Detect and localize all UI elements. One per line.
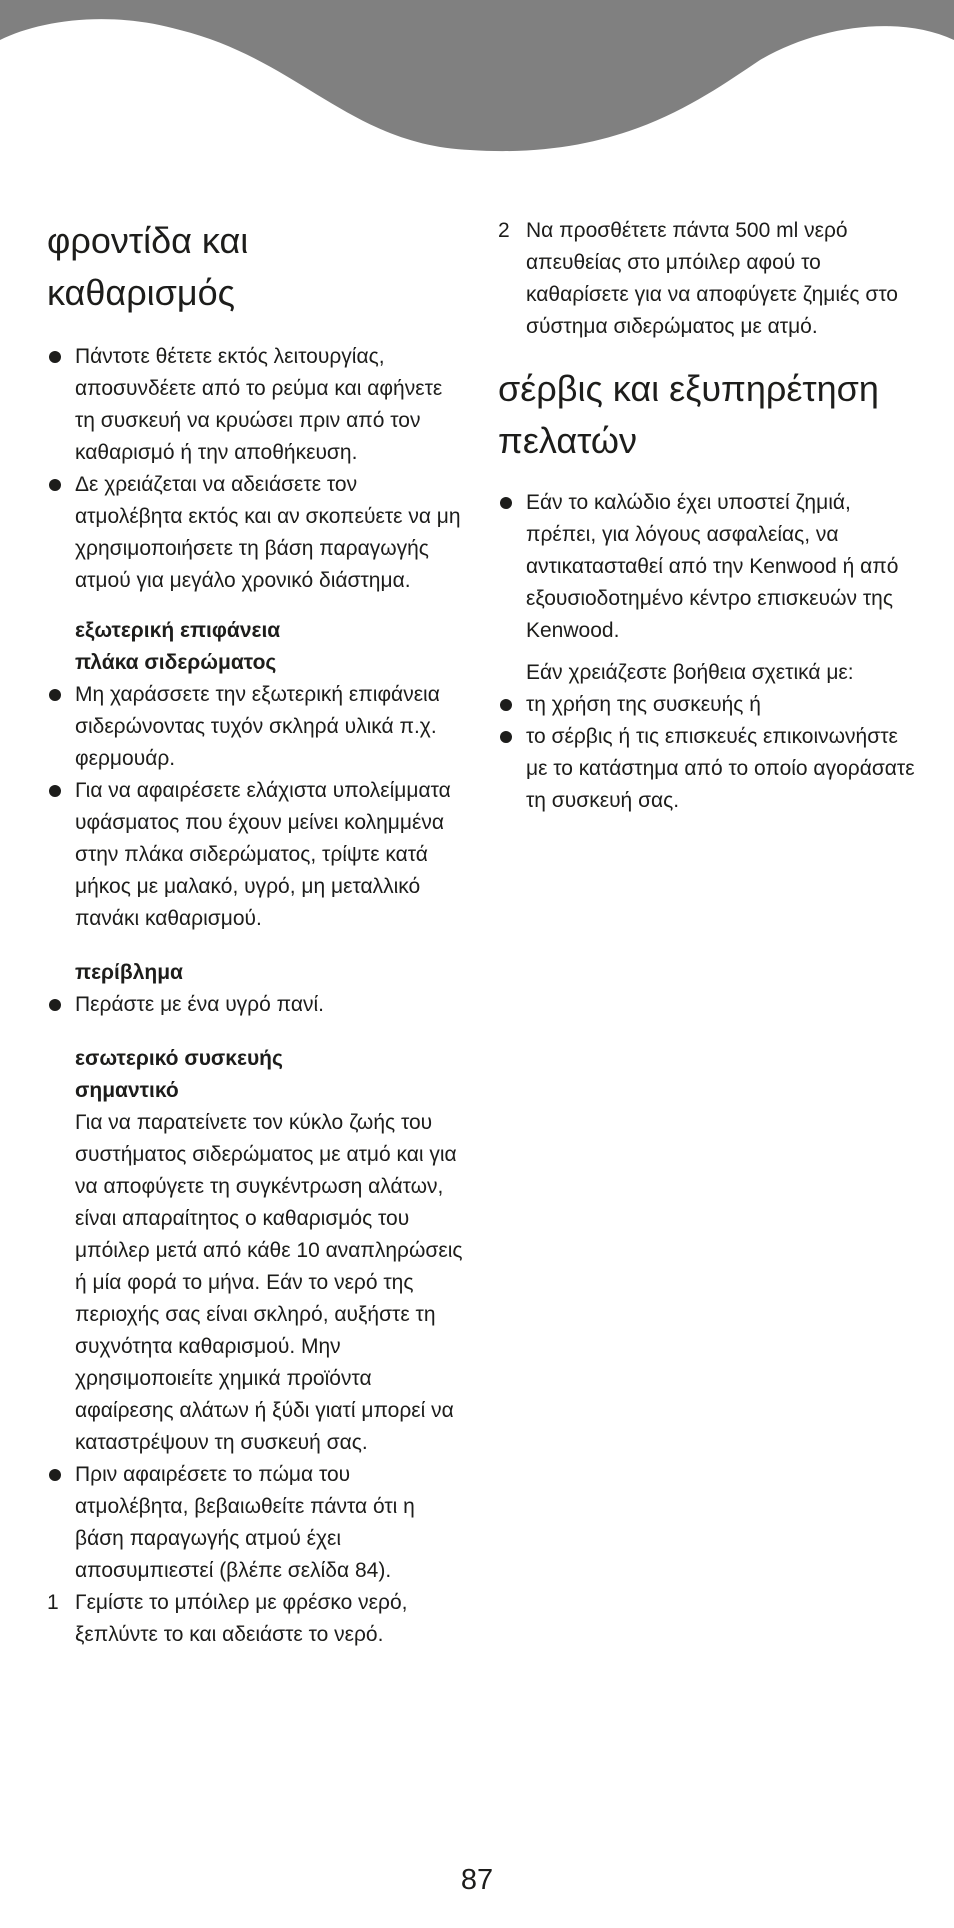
- important-paragraph: Για να παρατείνετε τον κύκλο ζωής του συστήματος σιδερώματος με ατμό και για να αποφύγετε τη συγκέντρωση αλάτων, είναι απαραίτητος ο καθαρισμός του μπόιλερ μετά από κάθε 10 αναπληρώσεις ή μία φορά το μήνα. Εάν το νερό της περιοχής σας είναι σκληρό, αυξήστε τη συχνότητα καθαρισμού. Μην χρησιμοποιείτε χημικά προϊόντα αφαίρεσης αλάτων ή ξύδι γιατί μπορεί να καταστρέψουν τη συσκευή σας.: [75, 1111, 463, 1454]
- bullet-list: [47, 989, 467, 1021]
- step-number: 2: [498, 219, 510, 242]
- left-column: [47, 215, 467, 1651]
- right-column: [498, 215, 918, 817]
- numbered-steps: [498, 215, 918, 343]
- subheading-exterior-surface: εξωτερική επιφάνεια: [75, 619, 281, 642]
- list-item: Μη χαράσσετε την εξωτερική επιφάνεια σιδερώνοντας τυχόν σκληρά υλικά π.χ. φερμουάρ.: [47, 679, 467, 775]
- list-item: το σέρβις ή τις επισκευές επικοινωνήστε με το κατάστημα από το οποίο αγοράσατε τη συσκευή σας.: [498, 721, 918, 817]
- bullet-icon: [500, 731, 512, 743]
- subheading-soleplate: πλάκα σιδερώματος: [75, 651, 277, 674]
- list-item: τη χρήση της συσκευής ή: [498, 689, 918, 721]
- list-item: Πριν αφαιρέσετε το πώμα του ατμολέβητα, βεβαιωθείτε πάντα ότι η βάση παραγωγής ατμού έχει αποσυμπιεστεί (βλέπε σελίδα 84).: [47, 1459, 467, 1587]
- bullet-list: [47, 341, 467, 597]
- numbered-steps: [47, 1587, 467, 1651]
- list-item: Πάντοτε θέτετε εκτός λειτουργίας, αποσυνδέετε από το ρεύμα και αφήνετε τη συσκευή να κρυώσει πριν από τον καθαρισμό ή την αποθήκευση.: [47, 341, 467, 469]
- bullet-list: [498, 689, 918, 817]
- bullet-icon: [49, 479, 61, 491]
- bullet-icon: [49, 351, 61, 363]
- list-item: Δε χρειάζεται να αδειάσετε τον ατμολέβητα εκτός και αν σκοπεύετε να μη χρησιμοποιήσετε τη βάση παραγωγής ατμού για μεγάλο χρονικό διάστημα.: [47, 469, 467, 597]
- bullet-list: [498, 487, 918, 647]
- list-item: Περάστε με ένα υγρό πανί.: [47, 989, 467, 1021]
- section-title-service: σέρβις και εξυπηρέτηση πελατών: [498, 368, 879, 461]
- step-item: 2 Να προσθέτετε πάντα 500 ml νερό απευθείας στο μπόιλερ αφού το καθαρίσετε για να αποφύγετε ζημιές στο σύστημα σιδερώματος με ατμό.: [498, 215, 918, 343]
- step-number: 1: [47, 1591, 59, 1614]
- bullet-icon: [500, 497, 512, 509]
- bullet-list: [47, 1459, 467, 1587]
- list-item: Εάν το καλώδιο έχει υποστεί ζημιά, πρέπει, για λόγους ασφαλείας, να αντικατασταθεί από την Kenwood ή από εξουσιοδοτημένο κέντρο επισκευών της Kenwood.: [498, 487, 918, 647]
- bullet-icon: [49, 785, 61, 797]
- bullet-icon: [49, 999, 61, 1011]
- bullet-icon: [49, 689, 61, 701]
- help-text: Εάν χρειάζεστε βοήθεια σχετικά με:: [526, 661, 854, 684]
- bullet-icon: [49, 1469, 61, 1481]
- page-number: 87: [460, 1864, 494, 1896]
- bullet-icon: [500, 699, 512, 711]
- step-item: 1 Γεμίστε το μπόιλερ με φρέσκο νερό, ξεπλύντε το και αδειάστε το νερό.: [47, 1587, 467, 1651]
- subheading-housing: περίβλημα: [75, 961, 183, 984]
- list-item: Για να αφαιρέσετε ελάχιστα υπολείμματα υφάσματος που έχουν μείνει κολημμένα στην πλάκα σιδερώματος, τρίψτε κατά μήκος με μαλακό, υγρό, μη μεταλλικό πανάκι καθαρισμού.: [47, 775, 467, 935]
- header-wave-decoration: [0, 0, 954, 160]
- subheading-appliance-interior: εσωτερικό συσκευής: [75, 1047, 283, 1070]
- bullet-list: [47, 679, 467, 935]
- subheading-important: σημαντικό: [75, 1079, 179, 1102]
- section-title-care-cleaning: φροντίδα και καθαρισμός: [47, 220, 249, 313]
